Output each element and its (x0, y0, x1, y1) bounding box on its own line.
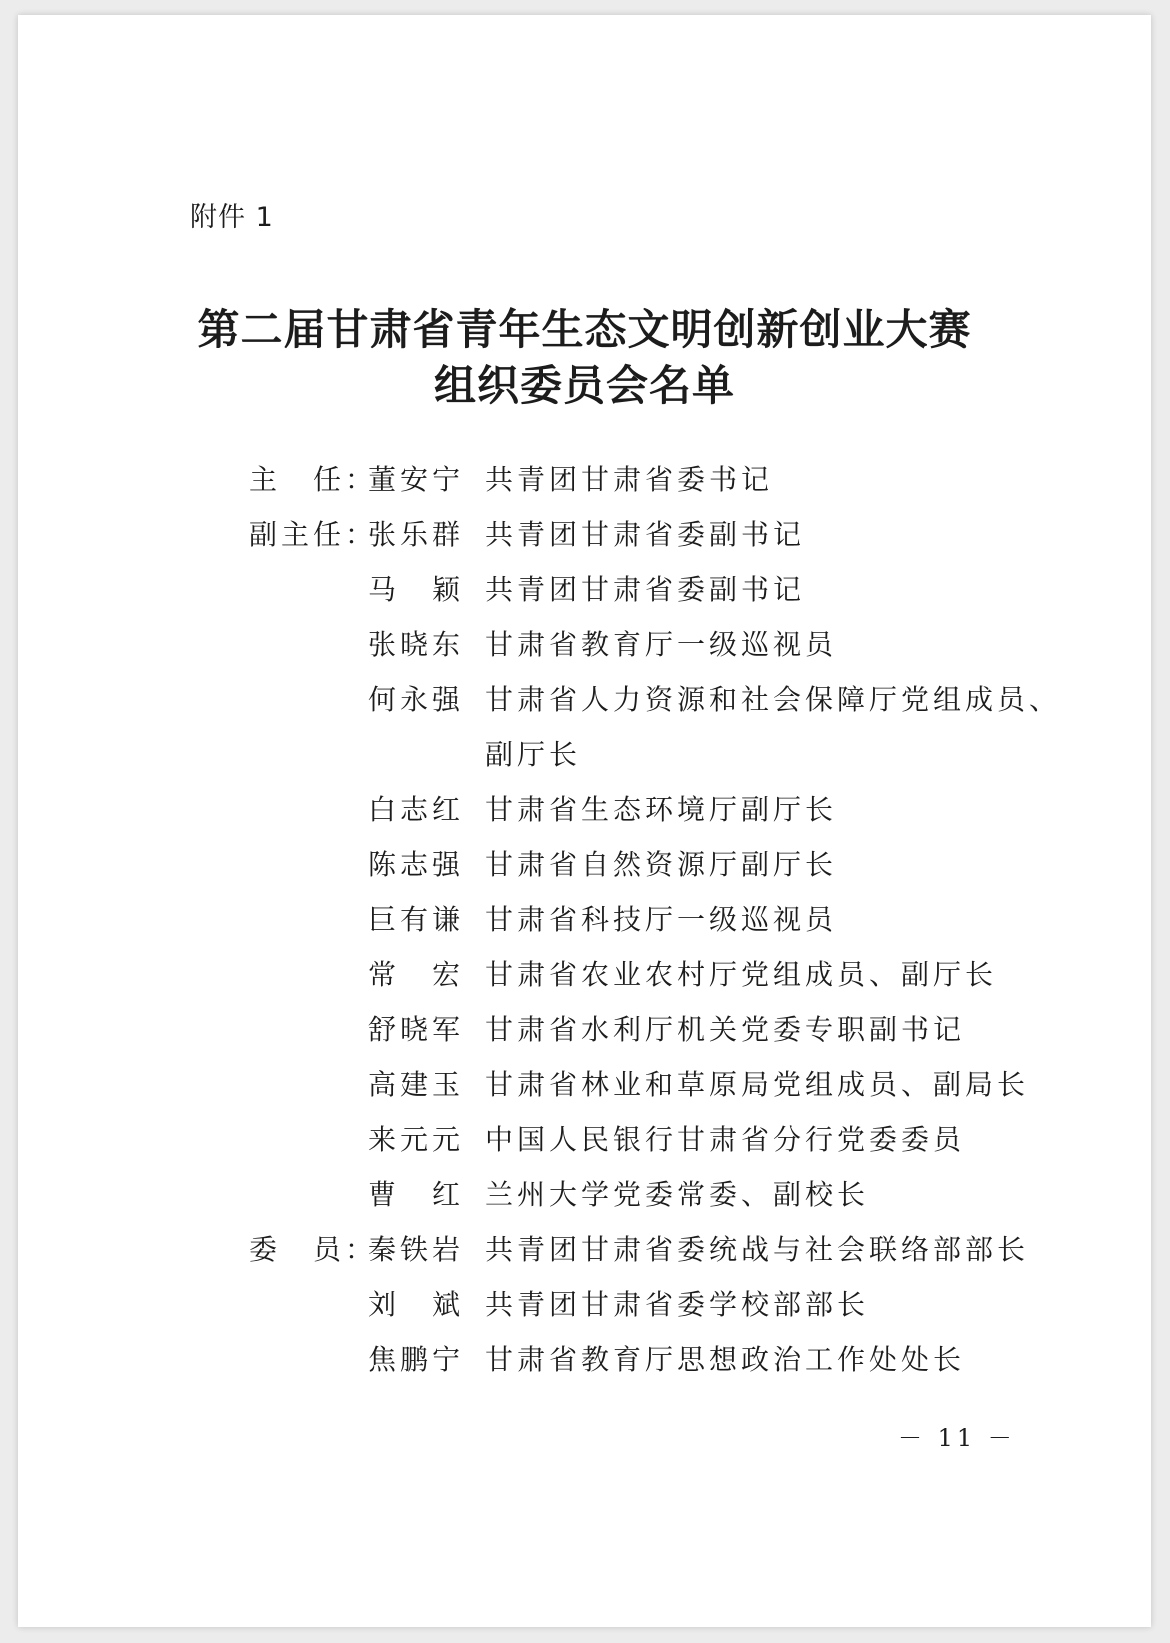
roster-row (18, 1120, 1151, 1160)
roster-position: 甘肃省人力资源和社会保障厅党组成员、 (485, 683, 1062, 716)
roster-name: 张乐群 (368, 518, 465, 551)
roster-name: 高建玉 (368, 1068, 465, 1101)
document-page (18, 15, 1151, 1627)
roster-row (18, 625, 1151, 665)
document-title-line-1: 第二届甘肃省青年生态文明创新创业大赛 (197, 305, 972, 354)
roster-name: 焦鹏宁 (368, 1343, 465, 1376)
roster-position: 共青团甘肃省委副书记 (485, 518, 806, 551)
roster-name: 舒晓军 (368, 1013, 465, 1046)
roster-row (18, 845, 1151, 885)
roster-name: 秦铁岩 (368, 1233, 465, 1266)
roster-name: 陈志强 (368, 848, 465, 881)
roster-row (18, 1285, 1151, 1325)
roster-row (18, 735, 1151, 775)
document-title-line-2: 组织委员会名单 (433, 361, 735, 410)
roster-position: 甘肃省水利厅机关党委专职副书记 (485, 1013, 966, 1046)
roster-name: 刘 斌 (368, 1288, 465, 1321)
roster-row (18, 1010, 1151, 1050)
roster-name: 白志红 (368, 793, 465, 826)
roster-row (18, 515, 1151, 555)
roster-position: 甘肃省农业农村厅党组成员、副厅长 (485, 958, 998, 991)
roster-row (18, 460, 1151, 500)
roster-row (18, 1065, 1151, 1105)
roster-name: 曹 红 (368, 1178, 465, 1211)
roster-position: 甘肃省自然资源厅副厅长 (485, 848, 838, 881)
page-number: － 11 － (898, 1424, 1016, 1452)
roster-position: 甘肃省教育厅思想政治工作处处长 (485, 1343, 966, 1376)
roster-role: 主 任： (249, 463, 378, 496)
roster-position: 共青团甘肃省委统战与社会联络部部长 (485, 1233, 1030, 1266)
roster-row (18, 570, 1151, 610)
roster-position: 副厅长 (485, 738, 582, 771)
roster-position: 兰州大学党委常委、副校长 (485, 1178, 870, 1211)
roster-position: 共青团甘肃省委学校部部长 (485, 1288, 870, 1321)
roster-name: 马 颖 (368, 573, 465, 606)
roster-name: 董安宁 (368, 463, 465, 496)
roster-position: 甘肃省生态环境厅副厅长 (485, 793, 838, 826)
roster-row (18, 900, 1151, 940)
roster-row (18, 1175, 1151, 1215)
roster-position: 共青团甘肃省委副书记 (485, 573, 806, 606)
roster-position: 中国人民银行甘肃省分行党委委员 (485, 1123, 966, 1156)
roster-name: 巨有谦 (368, 903, 465, 936)
roster-position: 甘肃省林业和草原局党组成员、副局长 (485, 1068, 1030, 1101)
roster-role: 副主任： (249, 518, 378, 551)
roster-name: 张晓东 (368, 628, 465, 661)
roster-position: 甘肃省教育厅一级巡视员 (485, 628, 838, 661)
committee-roster (18, 15, 1151, 1627)
roster-row (18, 1230, 1151, 1270)
roster-name: 来元元 (368, 1123, 465, 1156)
roster-role: 委 员： (249, 1233, 378, 1266)
roster-row (18, 955, 1151, 995)
roster-row (18, 790, 1151, 830)
roster-row (18, 680, 1151, 720)
attachment-label: 附件 1 (190, 202, 274, 233)
roster-position: 甘肃省科技厅一级巡视员 (485, 903, 838, 936)
roster-name: 常 宏 (368, 958, 465, 991)
roster-name: 何永强 (368, 683, 465, 716)
roster-position: 共青团甘肃省委书记 (485, 463, 774, 496)
roster-row (18, 1340, 1151, 1380)
